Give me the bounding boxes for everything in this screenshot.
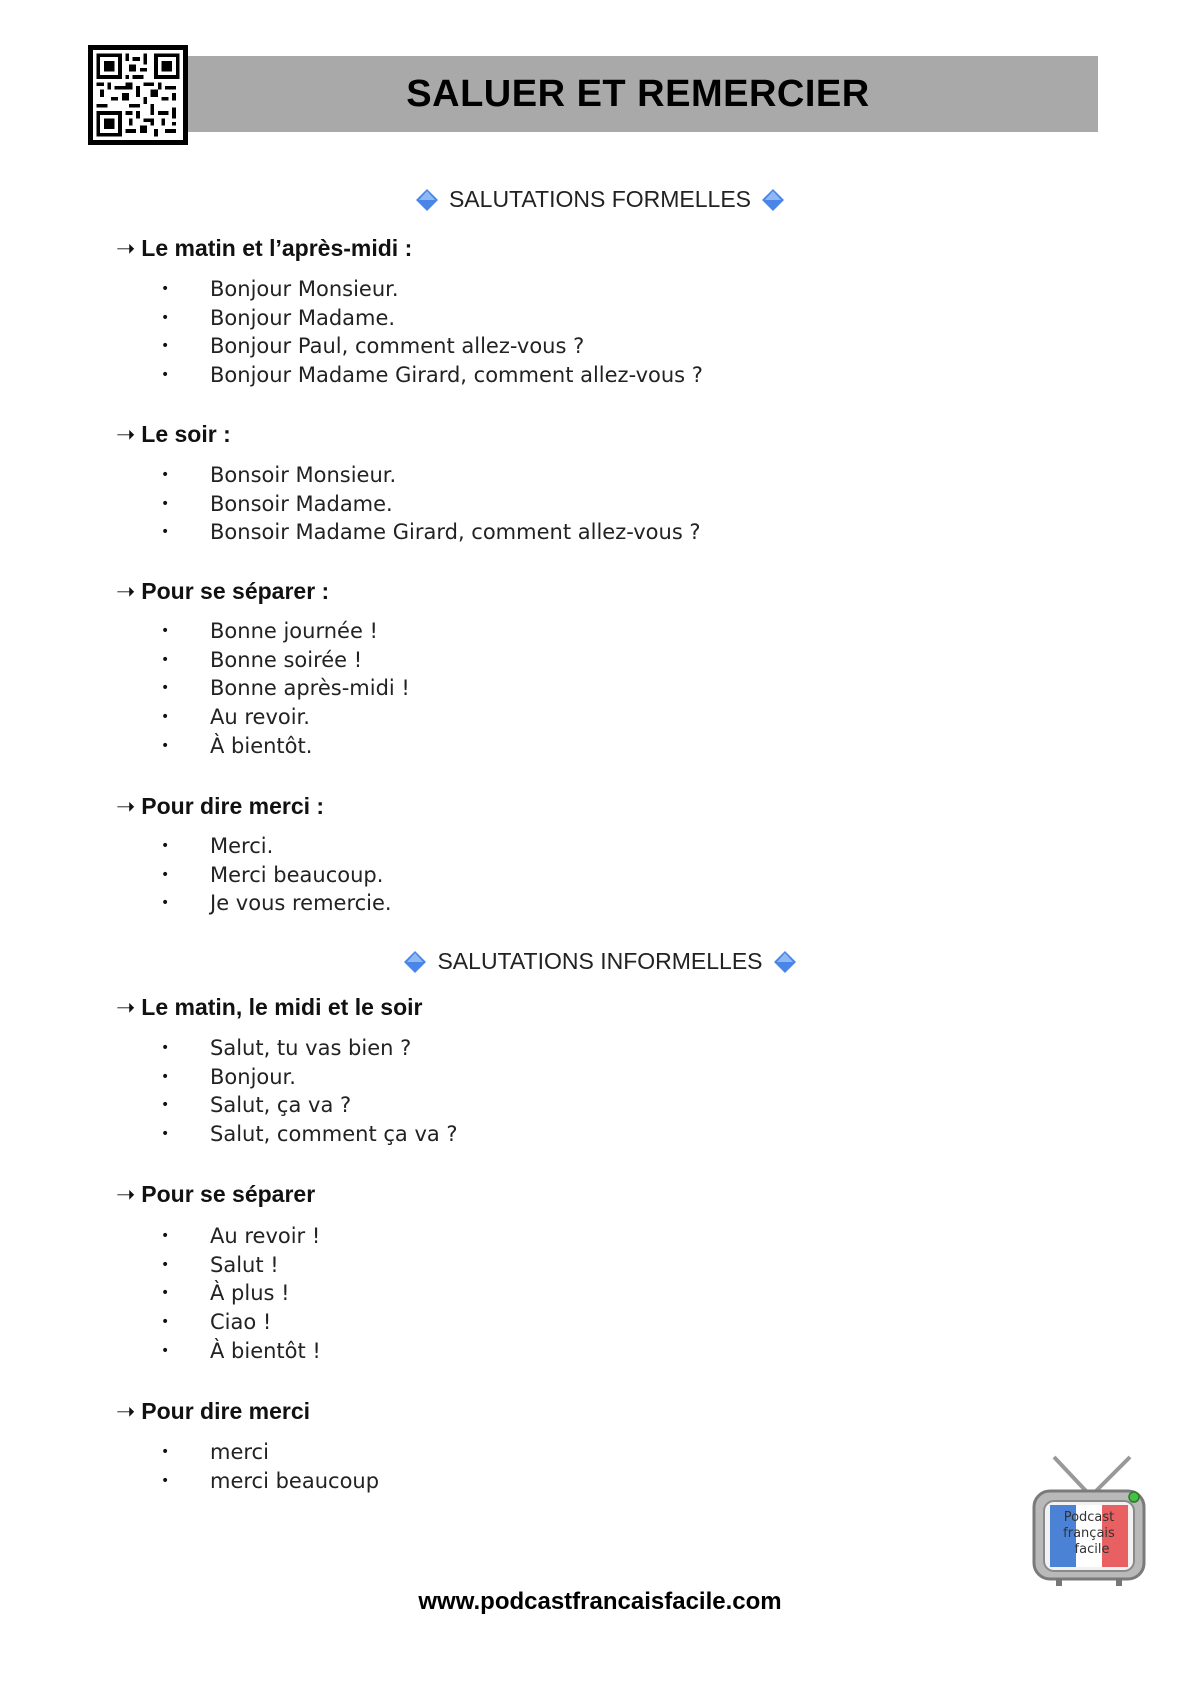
list-item bbox=[0, 889, 392, 918]
diamond-icon bbox=[761, 188, 785, 212]
bullet: • bbox=[161, 281, 170, 297]
bullet: • bbox=[161, 309, 170, 326]
list-item-text: Bonne journée ! bbox=[210, 619, 378, 643]
item-list bbox=[0, 1034, 458, 1149]
list-item-text: Salut, comment ça va ? bbox=[210, 1122, 458, 1147]
list-item bbox=[0, 861, 392, 890]
list-item-text: Bonsoir Monsieur. bbox=[210, 463, 397, 487]
arrow-icon: ➝ bbox=[116, 1398, 136, 1424]
item-list bbox=[0, 1222, 321, 1365]
bullet: • bbox=[161, 467, 170, 483]
group-heading-text: Le matin et l’après-midi : bbox=[141, 235, 413, 261]
section-title-text: SALUTATIONS INFORMELLES bbox=[437, 948, 763, 974]
bullet: • bbox=[161, 338, 170, 355]
list-item bbox=[0, 703, 410, 732]
list-item bbox=[0, 361, 703, 390]
group-heading bbox=[116, 1181, 315, 1208]
bullet: • bbox=[161, 680, 170, 697]
list-item-text: Bonjour Madame. bbox=[210, 305, 396, 330]
list-item-text: Au revoir ! bbox=[210, 1224, 321, 1248]
item-list bbox=[0, 461, 701, 547]
list-item bbox=[0, 1091, 458, 1120]
group-heading bbox=[116, 994, 422, 1021]
bullet: • bbox=[161, 1342, 170, 1359]
section-title-formal bbox=[0, 186, 1200, 213]
podcast-logo[interactable] bbox=[1030, 1455, 1152, 1590]
list-item-text: À bientôt. bbox=[210, 733, 313, 758]
list-item bbox=[0, 832, 392, 861]
bullet: • bbox=[161, 1444, 170, 1460]
bullet: • bbox=[161, 1285, 170, 1302]
logo-text-line: facile bbox=[1074, 1542, 1110, 1557]
group-heading-text: Le matin, le midi et le soir bbox=[141, 994, 423, 1020]
list-item bbox=[0, 461, 701, 490]
arrow-icon: ➝ bbox=[116, 1181, 136, 1207]
list-item bbox=[0, 617, 410, 646]
list-item-text: Je vous remercie. bbox=[210, 891, 392, 916]
bullet: • bbox=[161, 1068, 170, 1085]
list-item-text: Salut, tu vas bien ? bbox=[210, 1036, 412, 1060]
diamond-icon bbox=[773, 950, 797, 974]
bullet: • bbox=[161, 838, 170, 854]
list-item-text: merci bbox=[210, 1440, 269, 1464]
bullet: • bbox=[161, 709, 170, 726]
logo-text-line: Podcast bbox=[1063, 1510, 1115, 1525]
tv-icon bbox=[1030, 1455, 1152, 1590]
section-title-informal bbox=[0, 948, 1200, 975]
item-list bbox=[0, 832, 392, 918]
bullet: • bbox=[161, 1472, 170, 1489]
list-item bbox=[0, 1063, 458, 1092]
bullet: • bbox=[161, 1126, 170, 1143]
list-item-text: Ciao ! bbox=[210, 1310, 272, 1335]
bullet: • bbox=[161, 623, 170, 639]
group-heading bbox=[116, 578, 329, 605]
list-item-text: Bonsoir Madame Girard, comment allez-vous ? bbox=[210, 520, 701, 545]
list-item-text: Bonne après-midi ! bbox=[210, 676, 410, 701]
arrow-icon: ➝ bbox=[116, 578, 136, 604]
bullet: • bbox=[161, 1314, 170, 1331]
qr-code-pattern bbox=[93, 50, 183, 140]
list-item-text: merci beaucoup bbox=[210, 1468, 380, 1493]
bullet: • bbox=[161, 1097, 170, 1114]
footer-website-link[interactable]: www.podcastfrancaisfacile.com bbox=[418, 1588, 782, 1615]
title-bar bbox=[188, 56, 1098, 132]
list-item bbox=[0, 1034, 458, 1063]
bullet: • bbox=[161, 651, 170, 668]
list-item bbox=[0, 1308, 321, 1337]
list-item-text: Au revoir. bbox=[210, 705, 310, 730]
group-heading-text: Pour dire merci : bbox=[141, 793, 325, 819]
list-item bbox=[0, 732, 410, 761]
list-item-text: Bonjour. bbox=[210, 1064, 296, 1089]
bullet: • bbox=[161, 495, 170, 512]
qr-code[interactable] bbox=[88, 45, 188, 145]
arrow-icon: ➝ bbox=[116, 235, 136, 261]
list-item bbox=[0, 674, 410, 703]
list-item-text: Bonjour Madame Girard, comment allez-vous ? bbox=[210, 363, 703, 388]
list-item-text: Bonsoir Madame. bbox=[210, 491, 393, 516]
diamond-icon bbox=[403, 950, 427, 974]
list-item bbox=[0, 275, 703, 304]
list-item-text: Merci beaucoup. bbox=[210, 862, 384, 887]
group-heading bbox=[116, 1398, 310, 1425]
list-item bbox=[0, 332, 703, 361]
bullet: • bbox=[161, 1256, 170, 1273]
arrow-icon: ➝ bbox=[116, 994, 136, 1020]
group-heading-text: Le soir : bbox=[141, 421, 231, 447]
list-item-text: Salut, ça va ? bbox=[210, 1093, 352, 1118]
list-item-text: À bientôt ! bbox=[210, 1338, 321, 1363]
list-item bbox=[0, 518, 701, 547]
group-heading bbox=[116, 793, 324, 820]
list-item bbox=[0, 1337, 321, 1366]
bullet: • bbox=[161, 1228, 170, 1244]
group-heading-text: Pour se séparer bbox=[141, 1181, 316, 1207]
list-item bbox=[0, 1222, 321, 1251]
list-item bbox=[0, 646, 410, 675]
bullet: • bbox=[161, 895, 170, 912]
bullet: • bbox=[161, 367, 170, 384]
list-item-text: Bonjour Monsieur. bbox=[210, 277, 399, 301]
diamond-icon bbox=[415, 188, 439, 212]
list-item-text: Merci. bbox=[210, 834, 274, 858]
list-item bbox=[0, 1279, 321, 1308]
bullet: • bbox=[161, 866, 170, 883]
bullet: • bbox=[161, 1040, 170, 1056]
list-item bbox=[0, 1438, 379, 1467]
logo-text-line: français bbox=[1063, 1526, 1115, 1541]
list-item-text: Bonne soirée ! bbox=[210, 647, 363, 672]
group-heading bbox=[116, 235, 412, 262]
section-title-text: SALUTATIONS FORMELLES bbox=[448, 186, 752, 212]
list-item-text: À plus ! bbox=[210, 1281, 290, 1306]
group-heading-text: Pour se séparer : bbox=[141, 578, 330, 604]
page-title: SALUER ET REMERCIER bbox=[406, 72, 870, 115]
arrow-icon: ➝ bbox=[116, 421, 136, 447]
item-list bbox=[0, 1438, 379, 1495]
group-heading bbox=[116, 421, 231, 448]
bullet: • bbox=[161, 524, 170, 541]
list-item bbox=[0, 1120, 458, 1149]
group-heading-text: Pour dire merci bbox=[141, 1398, 311, 1424]
arrow-icon: ➝ bbox=[116, 793, 136, 819]
list-item-text: Salut ! bbox=[210, 1252, 279, 1277]
list-item bbox=[0, 1467, 379, 1496]
list-item bbox=[0, 1251, 321, 1280]
list-item bbox=[0, 304, 703, 333]
item-list bbox=[0, 617, 410, 760]
list-item bbox=[0, 490, 701, 519]
item-list bbox=[0, 275, 703, 390]
bullet: • bbox=[161, 737, 170, 754]
list-item-text: Bonjour Paul, comment allez-vous ? bbox=[210, 334, 585, 359]
